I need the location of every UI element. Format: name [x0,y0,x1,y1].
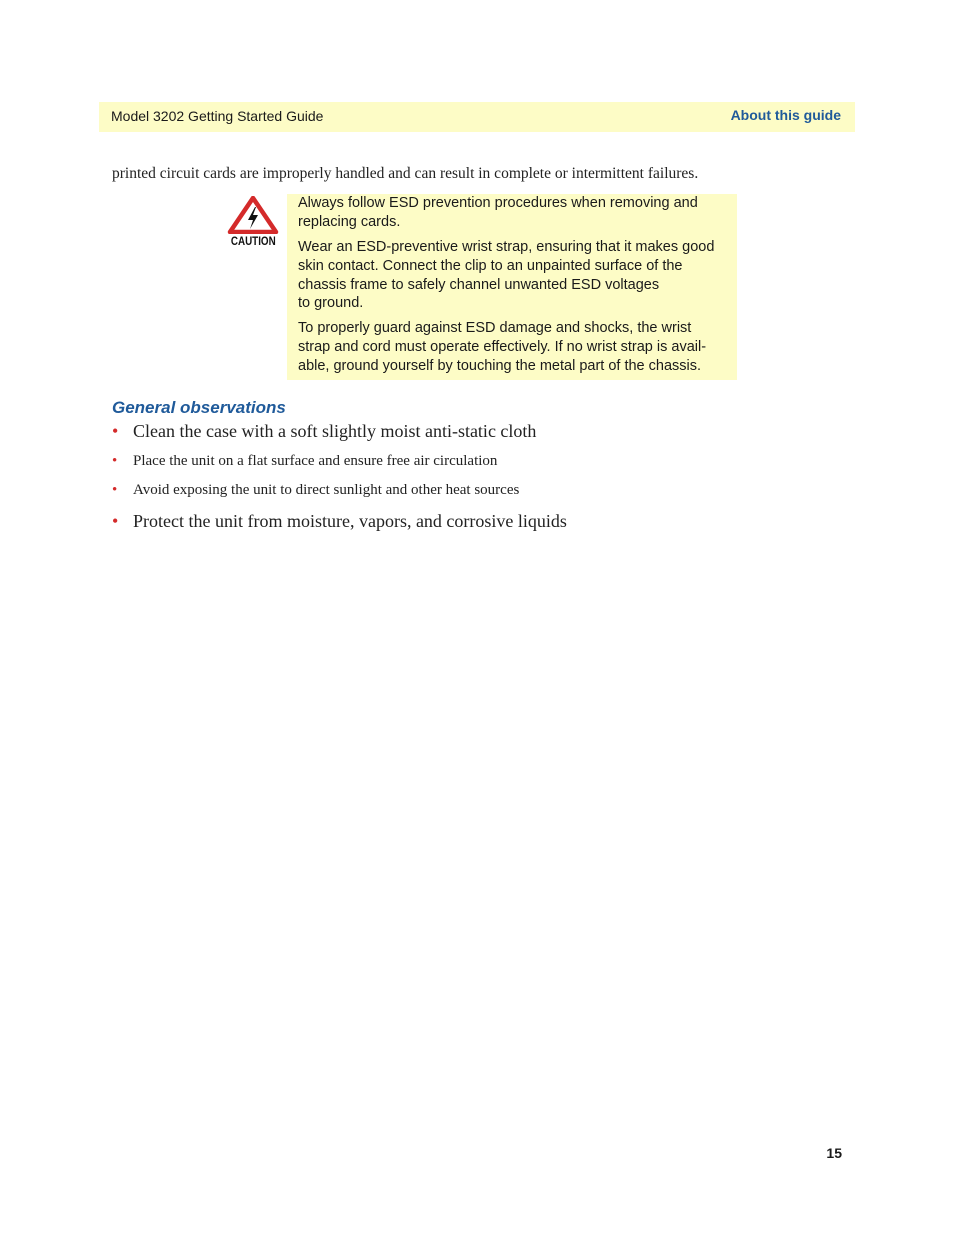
guide-title: Model 3202 Getting Started Guide [111,108,324,124]
caution-box [287,194,737,380]
bullet-icon: • [112,421,119,441]
list-item-text: Place the unit on a flat surface and ensure free air circulation [133,453,498,469]
running-header [99,102,855,132]
bullet-icon: • [112,511,119,531]
caution-paragraph-1: Always follow ESD prevention procedures when removing and replacing cards. [298,195,698,230]
section-title: About this guide [730,107,841,123]
bullet-icon: • [112,453,118,469]
bullet-icon: • [112,482,118,498]
list-item-text: Protect the unit from moisture, vapors, and corrosive liquids [133,511,567,531]
caution-icon-group [226,196,280,256]
caution-lightning-icon [226,196,280,234]
list-item-text: Clean the case with a soft slightly moist anti-static cloth [133,421,537,441]
page-number: 15 [826,1145,842,1161]
list-item-text: Avoid exposing the unit to direct sunlight and other heat sources [133,482,520,498]
caution-paragraph-3: To properly guard against ESD damage and shocks, the wrist strap and cord must operate effectively. If no wrist strap is avail- able, ground yourself by touching the metal part of the chassis. [298,320,707,374]
section-heading: General observations [112,398,286,417]
caution-label: CAUTION [230,234,276,248]
caution-paragraph-2: Wear an ESD-preventive wrist strap, ensuring that it makes good skin contact. Connect the clip to an unpainted surface of the chassis frame to safely channel unwanted ESD voltages to ground. [298,239,715,312]
intro-paragraph: printed circuit cards are improperly handled and can result in complete or intermittent failures. [112,165,699,182]
